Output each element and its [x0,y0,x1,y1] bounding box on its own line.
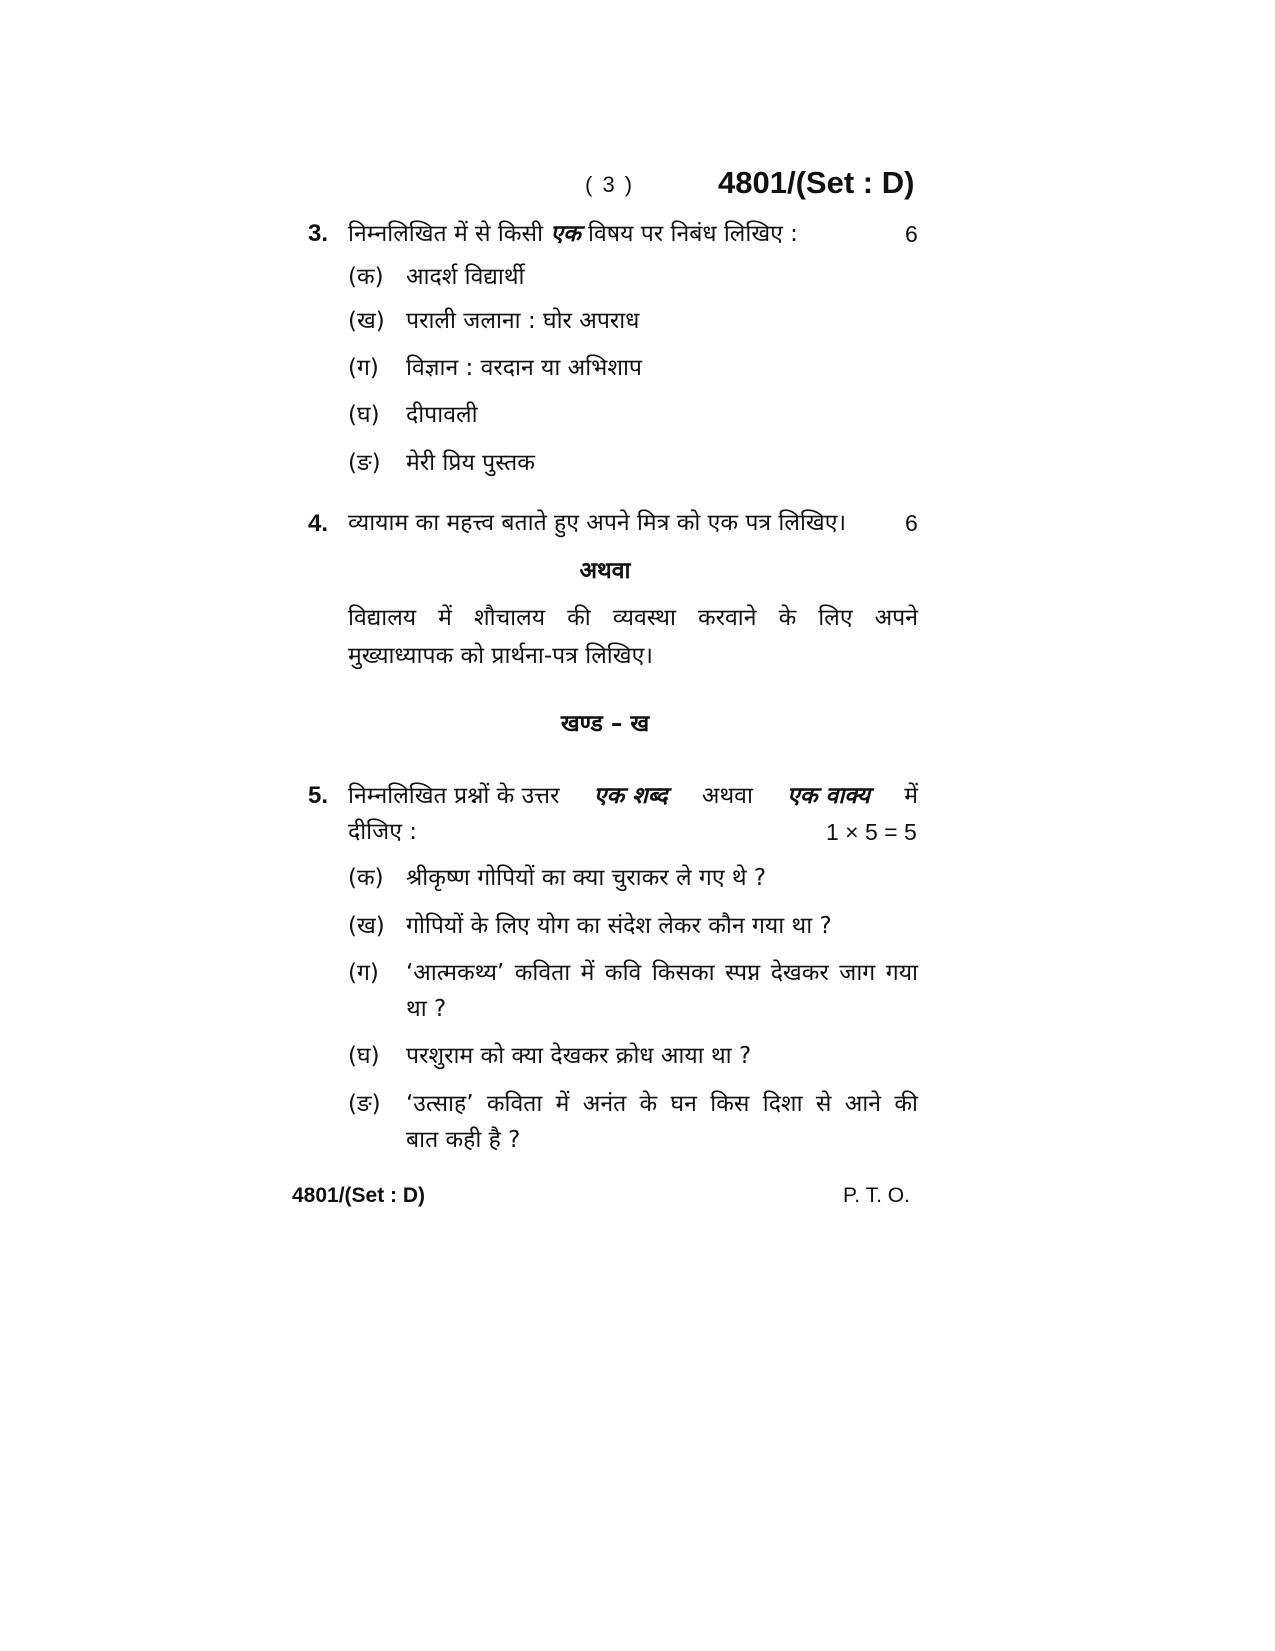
q5-marks: 1 × 5 = 5 [826,819,917,845]
q3-option-label: (घ) [348,402,380,428]
q5-option-text: ‘उत्साह’ कविता में अनंत के घन किस दिशा से आने की [406,1091,918,1117]
q3-option-text: दीपावली [406,402,478,428]
q3-option-label: (क) [348,264,384,290]
q5-option-label: (ग) [348,960,379,986]
q5-option-label: (ख) [348,913,385,939]
q5-option-text: गोपियों के लिए योग का संदेश लेकर कौन गया था ? [406,913,832,939]
q4-marks: 6 [905,510,918,536]
or-heading: अथवा [579,558,631,584]
question-5-line-1 [348,780,918,812]
q3-option-label: (ग) [348,355,379,381]
question-number-3: 3. [308,220,329,247]
q3-option-text: आदर्श विद्यार्थी [406,264,525,290]
question-4-text: व्यायाम का महत्त्व बताते हुए अपने मित्र को एक पत्र लिखिए। [348,510,847,536]
q4-alternative-line-2: मुख्याध्यापक को प्रार्थना-पत्र लिखिए। [348,643,654,669]
q3-option-label: (ङ) [348,450,381,476]
q5-option-label: (क) [348,865,384,891]
q5-text-b: अथवा [701,783,753,809]
q3-option-text: पराली जलाना : घोर अपराध [406,308,640,334]
q5-emphasis-b: एक वाक्य [787,783,870,809]
q5-text-a: निम्नलिखित प्रश्नों के उत्तर [348,783,560,809]
q4-alternative-line-1: विद्यालय में शौचालय की व्यवस्था करवाने के लिए अपने [348,605,918,631]
q3-text-before: निम्नलिखित में से किसी [348,221,544,247]
q3-emphasis: एक [550,221,581,247]
paper-code-footer: 4801/(Set : D) [292,1184,426,1207]
q5-option-text-continued: था ? [406,996,447,1022]
q3-option-text: मेरी प्रिय पुस्तक [406,450,535,476]
q5-option-text-continued: बात कही है ? [406,1127,521,1153]
q3-marks: 6 [905,221,918,247]
q5-option-text: ‘आत्मकथ्य’ कविता में कवि किसका स्पप्न देखकर जाग गया [406,960,918,986]
question-number-4: 4. [308,510,329,537]
q5-text-c: में [904,783,918,809]
page-number: ( 3 ) [585,172,635,197]
question-5-line-2: दीजिए : [348,819,417,845]
q5-option-text: परशुराम को क्या देखकर क्रोध आया था ? [406,1043,752,1069]
q3-option-label: (ख) [348,308,385,334]
section-title: खण्ड – ख [560,711,650,737]
pto-marker: P. T. O. [843,1184,910,1207]
q3-option-text: विज्ञान : वरदान या अभिशाप [406,355,642,381]
question-3-text [348,218,798,250]
question-number-5: 5. [308,782,329,809]
q5-option-label: (ङ) [348,1091,381,1117]
q5-emphasis-a: एक शब्द [593,783,668,809]
paper-code-header: 4801/(Set : D) [718,165,915,200]
q5-option-label: (घ) [348,1043,380,1069]
q5-option-text: श्रीकृष्ण गोपियों का क्या चुराकर ले गए थे ? [406,865,767,891]
q3-text-after: विषय पर निबंध लिखिए : [588,221,798,247]
